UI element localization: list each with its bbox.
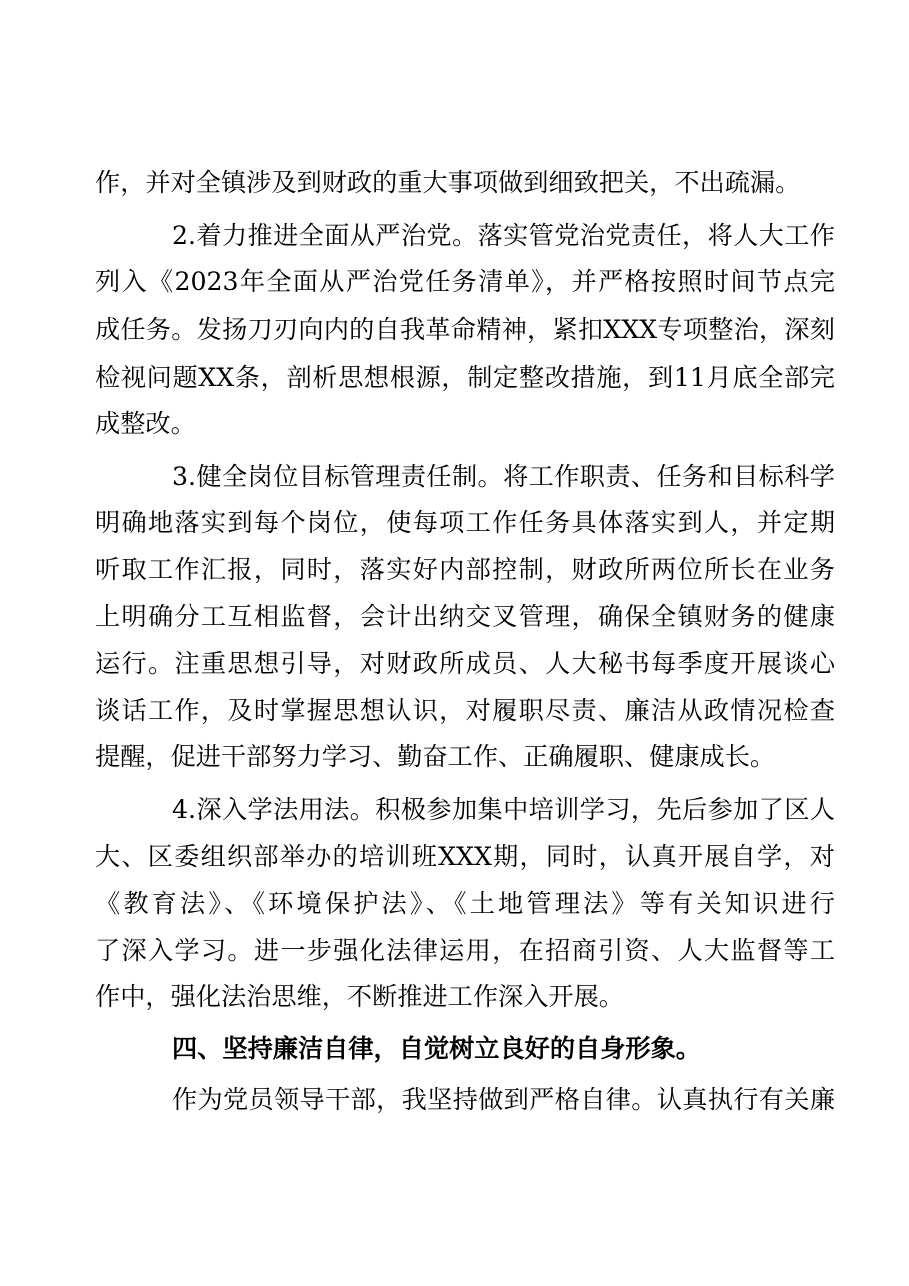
text-line: 运行。注重思想引导，对财政所成员、人大秘书每季度开展谈心 [95, 649, 835, 678]
text-line: 作中，强化法治思维，不断推进工作深入开展。 [95, 982, 624, 1011]
text-line: 了深入学习。进一步强化法律运用，在招商引资、人大监督等工 [95, 936, 835, 965]
text-line: 列入《2023年全面从严治党任务清单》，并严格按照时间节点完 [95, 267, 835, 296]
text-line: 《教育法》、《环境保护法》、《土地管理法》等有关知识进行 [95, 889, 835, 918]
text-line: 成整改。 [95, 409, 196, 438]
text-line: 成任务。发扬刀刃向内的自我革命精神，紧扣XXX专项整治，深刻 [95, 315, 835, 344]
text-line: 作，并对全镇涉及到财政的重大事项做到细致把关，不出疏漏。 [95, 168, 801, 197]
text-line: 检视问题XX条，剖析思想根源，制定整改措施，到11月底全部完 [95, 363, 835, 392]
text-line: 提醒，促进干部努力学习、勤奋工作、正确履职、健康成长。 [95, 742, 776, 771]
text-line: 听取工作汇报，同时，落实好内部控制，财政所两位所长在业务 [95, 555, 835, 584]
text-line: 2.着力推进全面从严治党。落实管党治党责任，将人大工作 [172, 221, 835, 250]
text-line: 上明确分工互相监督，会计出纳交叉管理，确保全镇财务的健康 [95, 602, 835, 631]
section-heading: 四、坚持廉洁自律，自觉树立良好的自身形象。 [172, 1034, 701, 1063]
text-line: 大、区委组织部举办的培训班XXX期，同时，认真开展自学，对 [95, 842, 835, 871]
text-line: 3.健全岗位目标管理责任制。将工作职责、任务和目标科学 [172, 462, 835, 491]
text-line: 谈话工作，及时掌握思想认识，对履职尽责、廉洁从政情况检查 [95, 696, 835, 725]
text-line: 4.深入学法用法。积极参加集中培训学习，先后参加了区人 [172, 795, 835, 824]
text-line: 作为党员领导干部，我坚持做到严格自律。认真执行有关廉 [172, 1085, 835, 1114]
text-line: 明确地落实到每个岗位，使每项工作任务具体落实到人，并定期 [95, 508, 835, 537]
